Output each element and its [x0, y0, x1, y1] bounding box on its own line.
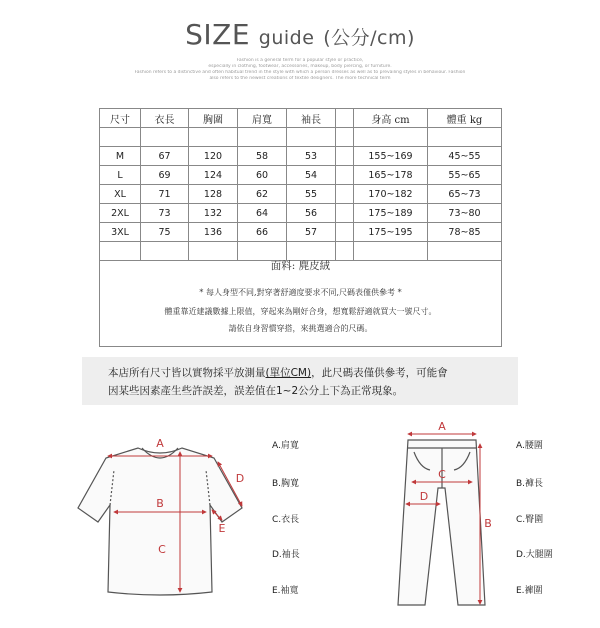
table-row: 2XL 73 132 64 56 175~189 73~80	[100, 204, 502, 223]
title-unit: (公分/cm)	[323, 27, 415, 49]
marker-a: A	[156, 437, 164, 450]
header-size: 尺寸	[100, 109, 141, 128]
marker-d: D	[235, 472, 245, 485]
notice-line-1: 本店所有尺寸皆以實物採平放測量(單位CM)，此尺碼表僅供參考，可能會	[108, 367, 448, 379]
pants-legend-e: E.褲圍	[516, 586, 543, 596]
tshirt-outline	[78, 448, 245, 595]
fineprint-line: Fashion refers to a distinctive and often habitual trend in the style with which a person dresses as well as to prevailing styles in behaviour. Fashion	[134, 70, 466, 75]
fineprint-line: Fashion is a general term for a popular style or practice,	[236, 58, 364, 63]
tshirt-diagram	[78, 448, 245, 595]
material-text: 面料: 麂皮絨	[270, 260, 331, 272]
note-line: 請依自身習慣穿搭，來挑選適合的尺碼。	[228, 324, 373, 333]
pants-legend-d: D.大腿圍	[516, 550, 553, 560]
header-chest: 胸圍	[189, 109, 238, 128]
notice-line-2: 因某些因素產生些許誤差，誤差值在1~2公分上下為正常現象。	[108, 385, 404, 397]
header-weight: 體重 kg	[428, 109, 502, 128]
title-size: SIZE	[185, 18, 251, 51]
shirt-legend-d: D.袖長	[272, 550, 300, 560]
marker-e: E	[218, 522, 226, 535]
shirt-legend-a: A.肩寬	[272, 441, 299, 451]
note-line: * 每人身型不同,對穿著舒適度要求不同,尺碼表僅供參考 *	[199, 288, 402, 297]
table-row: 3XL 75 136 66 57 175~195 78~85	[100, 223, 502, 242]
shirt-legend-e: E.袖寬	[272, 586, 299, 596]
marker-d: D	[419, 490, 429, 503]
table-row: L 69 124 60 54 165~178 55~65	[100, 166, 502, 185]
title-guide: guide	[258, 27, 315, 49]
shirt-legend-b: B.胸寬	[272, 479, 300, 489]
marker-c: C	[438, 468, 446, 481]
marker-b: B	[484, 517, 492, 530]
marker-a: A	[438, 420, 446, 433]
shirt-legend-c: C.衣長	[272, 515, 300, 525]
header-shoulder: 肩寬	[238, 109, 287, 128]
marker-b: B	[156, 497, 164, 510]
table-row: M 67 120 58 53 155~169 45~55	[100, 147, 502, 166]
pants-diagram	[398, 440, 485, 605]
header-height: 身高 cm	[354, 109, 428, 128]
marker-c: C	[158, 543, 166, 556]
header-length: 衣長	[141, 109, 189, 128]
fineprint-line: especially in clothing, footwear, accessories, makeup, body piercing, or furniture.	[208, 64, 392, 69]
header-sleeve: 袖長	[287, 109, 336, 128]
pants-legend-a: A.腰圍	[516, 441, 543, 451]
fineprint-line: also refers to the newest creations of textile designers. The more technical term	[209, 76, 391, 81]
table-row: XL 71 128 62 55 170~182 65~73	[100, 185, 502, 204]
pants-legend-b: B.褲長	[516, 479, 544, 489]
note-line: 體重靠近建議數據上限值，穿起來為剛好合身，想寬鬆舒適就買大一號尺寸。	[164, 307, 437, 316]
pants-legend-c: C.臀圍	[516, 515, 544, 525]
